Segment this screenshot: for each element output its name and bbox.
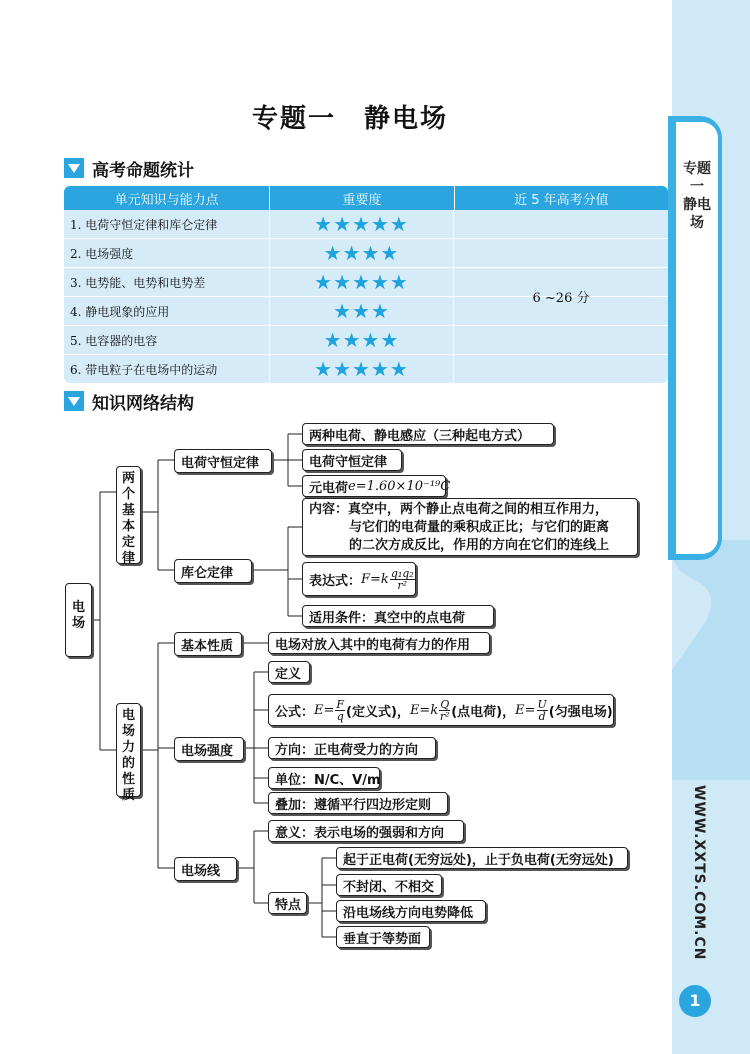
expr-num: q₁q₂ [390,566,414,580]
node-elementary-charge [302,475,451,497]
row-item: 2. 电场强度 [64,239,270,267]
f3-num: U [537,697,547,711]
content-line: 内容：真空中，两个静止点电荷之间的相互作用力， [309,502,609,517]
node-conservation-law: 电荷守恒定律 [302,449,402,471]
node-feat-2: 不封闭、不相交 [336,874,442,896]
f3-note: (匀强电场) [548,704,613,720]
node-feat-4: 垂直于等势面 [336,926,430,948]
formula-label: 公式： [275,704,315,720]
node-coulomb-content [302,498,638,556]
chapter-tab-label: 专题一 静电场 [683,161,718,231]
f1-den: q [336,709,344,723]
row-item: 5. 电容器的电容 [64,326,270,354]
section-title: 知识网络结构 [92,393,194,414]
node-feat-1: 起于正电荷(无穷远处)，止于负电荷(无穷远处) [336,847,628,869]
header-cell: 近 5 年高考分值 [514,192,609,208]
f2-fraction [439,699,450,722]
row-item: 4. 静电现象的应用 [64,297,270,325]
f1-fraction [335,699,345,722]
f2-note: (点电荷)， [451,704,516,720]
node-feat-3: 沿电场线方向电势降低 [336,900,486,922]
elementary-label: 元电荷 [309,480,349,496]
node-direction: 方向：正电荷受力的方向 [268,737,436,759]
page-title: 专题一 静电场 [251,104,448,134]
node-basic-desc: 电场对放入其中的电荷有力的作用 [268,632,490,654]
node-formulas [268,694,614,726]
f2-lhs: E=k [409,702,439,718]
expr-label: 表达式： [309,573,362,589]
f1-note: (定义式)， [346,704,410,720]
expr-lhs: F=k [361,571,389,587]
expr-fraction [390,568,415,591]
f3-lhs: E= [515,702,536,718]
row-item: 3. 电势能、电势和电势差 [64,268,270,296]
expr-den: r² [397,578,408,592]
node-expression [302,562,416,596]
f2-den: r² [439,709,450,723]
star-rating: ★★★★★ [270,268,454,296]
website-url: WWW.XXTS.COM.CN [691,785,707,961]
map-force-group: 电场力的性质 [116,703,141,797]
star-rating: ★★★ [270,297,454,325]
f1-num: F [336,697,345,711]
node-field-line: 电场线 [174,857,237,881]
node-superpose: 叠加：遵循平行四边形定则 [268,792,448,814]
node-conservation: 电荷守恒定律 [174,449,272,473]
score-cell: 6 ~26 分 [532,291,590,306]
map-root: 电场 [65,583,92,657]
elementary-formula: e=1.60×10⁻¹⁹C [348,478,451,494]
star-rating: ★★★★ [270,239,454,267]
f3-den: d [538,709,546,723]
content-line: 的二次方成反比，作用的方向在它们的连线上 [349,538,610,553]
node-unit: 单位：N/C、V/m [268,767,380,789]
node-two-charges: 两种电荷、静电感应（三种起电方式） [302,423,554,445]
header-cell: 单元知识与能力点 [64,186,270,210]
section-title: 高考命题统计 [92,160,194,181]
node-feature: 特点 [268,892,307,914]
f1-lhs: E= [314,702,335,718]
row-item: 1. 电荷守恒定律和库仑定律 [64,210,270,238]
f3-fraction [537,699,548,722]
node-basic: 基本性质 [174,632,242,656]
node-condition: 适用条件：真空中的点电荷 [302,605,494,627]
star-rating: ★★★★★ [270,355,454,383]
node-meaning: 意义：表示电场的强弱和方向 [268,820,464,842]
node-strength: 电场强度 [174,737,244,761]
page-number: 1 [679,985,711,1017]
node-coulomb: 库仑定律 [174,559,252,583]
map-law-group: 两个基本定律 [116,466,141,564]
content-line: 与它们的电荷量的乘积成正比；与它们的距离 [349,520,610,535]
star-rating: ★★★★★ [270,210,454,238]
row-item: 6. 带电粒子在电场中的运动 [64,355,270,383]
node-definition: 定义 [268,661,310,683]
f2-num: Q [440,697,450,711]
header-cell: 重要度 [270,186,454,210]
star-rating: ★★★★ [270,326,454,354]
